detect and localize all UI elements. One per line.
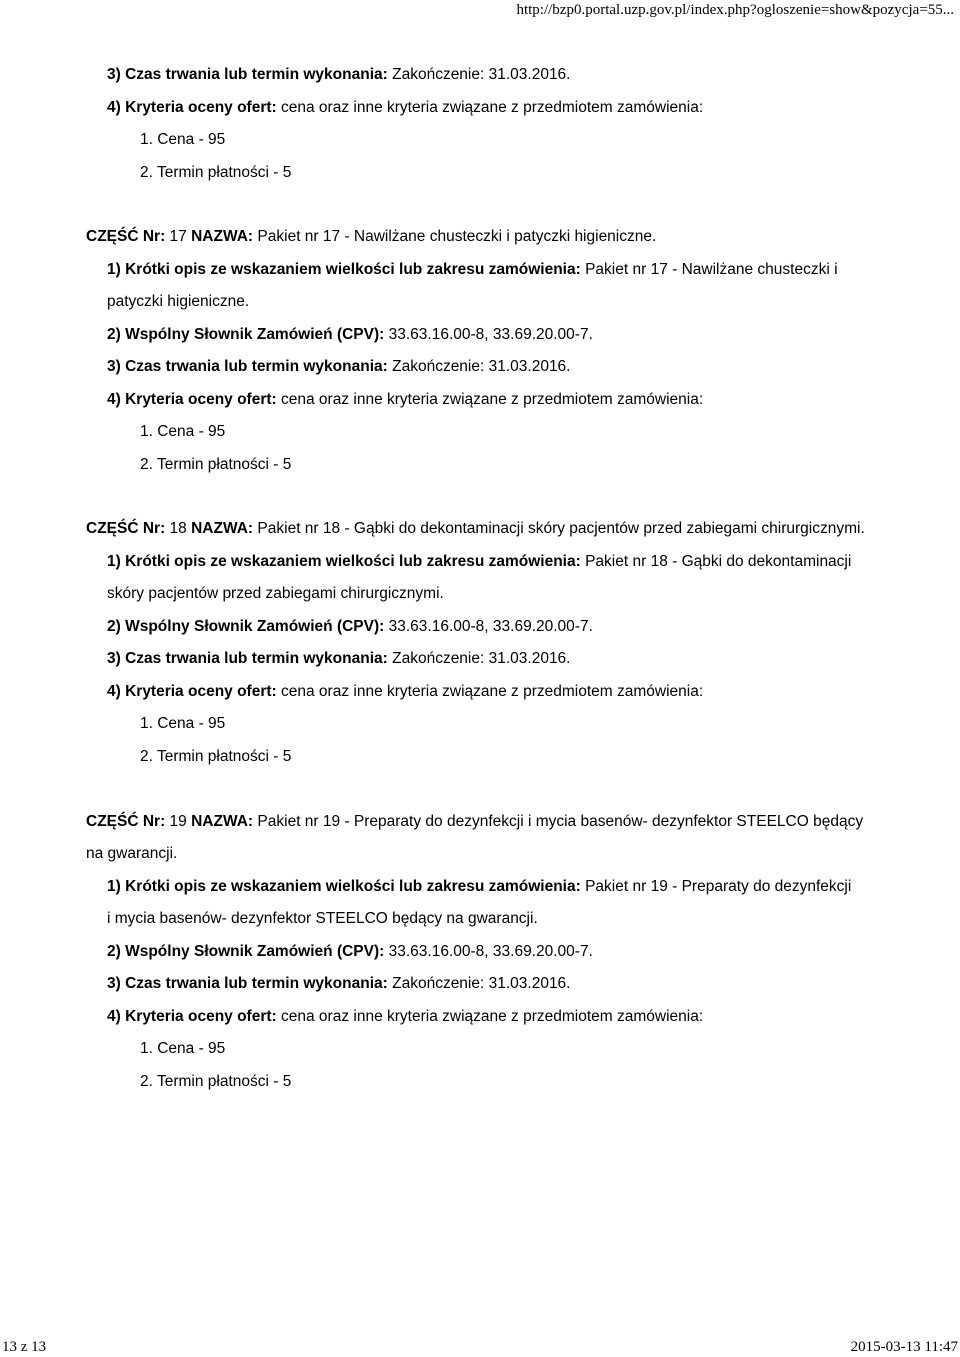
criterion-payment: 2. Termin płatności - 5 xyxy=(140,456,292,473)
part-heading: CZĘŚĆ Nr: 17 NAZWA: Pakiet nr 17 - Nawilżane chusteczki i patyczki higieniczne. xyxy=(86,228,657,245)
opis-continuation: patyczki higieniczne. xyxy=(107,293,250,310)
page-number: 13 z 13 xyxy=(2,1339,47,1355)
opis-continuation: skóry pacjentów przed zabiegami chirurgicznymi. xyxy=(107,585,444,602)
cpv-line: 2) Wspólny Słownik Zamówień (CPV): 33.63.16.00-8, 33.69.20.00-7. xyxy=(107,618,593,635)
czas-line: 3) Czas trwania lub termin wykonania: Zakończenie: 31.03.2016. xyxy=(107,358,571,375)
criterion-payment: 2. Termin płatności - 5 xyxy=(140,748,292,765)
czas-line: 3) Czas trwania lub termin wykonania: Zakończenie: 31.03.2016. xyxy=(107,650,571,667)
czas-line: 3) Czas trwania lub termin wykonania: Zakończenie: 31.03.2016. xyxy=(107,975,571,992)
criterion-price: 1. Cena - 95 xyxy=(140,1040,226,1057)
criterion-payment: 2. Termin płatności - 5 xyxy=(140,1073,292,1090)
cpv-line: 2) Wspólny Słownik Zamówień (CPV): 33.63.16.00-8, 33.69.20.00-7. xyxy=(107,326,593,343)
part-heading: CZĘŚĆ Nr: 18 NAZWA: Pakiet nr 18 - Gąbki do dekontaminacji skóry pacjentów przed zabiegami chirurgicznymi. xyxy=(86,520,865,537)
opis-line: 1) Krótki opis ze wskazaniem wielkości lub zakresu zamówienia: Pakiet nr 18 - Gąbki do dekontaminacji xyxy=(107,553,852,570)
opis-line: 1) Krótki opis ze wskazaniem wielkości lub zakresu zamówienia: Pakiet nr 19 - Preparaty do dezynfekcji xyxy=(107,878,852,895)
czas-line: 3) Czas trwania lub termin wykonania: Zakończenie: 31.03.2016. xyxy=(107,66,571,83)
part-heading-continuation: na gwarancji. xyxy=(86,845,178,862)
cpv-line: 2) Wspólny Słownik Zamówień (CPV): 33.63.16.00-8, 33.69.20.00-7. xyxy=(107,943,593,960)
kryteria-line: 4) Kryteria oceny ofert: cena oraz inne kryteria związane z przedmiotem zamówienia: xyxy=(107,99,704,116)
kryteria-line: 4) Kryteria oceny ofert: cena oraz inne kryteria związane z przedmiotem zamówienia: xyxy=(107,1008,704,1025)
opis-continuation: i mycia basenów- dezynfektor STEELCO będący na gwarancji. xyxy=(107,910,538,927)
kryteria-line: 4) Kryteria oceny ofert: cena oraz inne kryteria związane z przedmiotem zamówienia: xyxy=(107,391,704,408)
print-datetime: 2015-03-13 11:47 xyxy=(850,1339,958,1355)
criterion-payment: 2. Termin płatności - 5 xyxy=(140,164,292,181)
kryteria-line: 4) Kryteria oceny ofert: cena oraz inne kryteria związane z przedmiotem zamówienia: xyxy=(107,683,704,700)
part-heading: CZĘŚĆ Nr: 19 NAZWA: Pakiet nr 19 - Preparaty do dezynfekcji i mycia basenów- dezynfektor STEELCO będący xyxy=(86,813,864,830)
opis-line: 1) Krótki opis ze wskazaniem wielkości lub zakresu zamówienia: Pakiet nr 17 - Nawilżane chusteczki i xyxy=(107,261,838,278)
criterion-price: 1. Cena - 95 xyxy=(140,715,226,732)
criterion-price: 1. Cena - 95 xyxy=(140,131,226,148)
source-url: http://bzp0.portal.uzp.gov.pl/index.php?ogloszenie=show&pozycja=55... xyxy=(516,2,954,18)
criterion-price: 1. Cena - 95 xyxy=(140,423,226,440)
